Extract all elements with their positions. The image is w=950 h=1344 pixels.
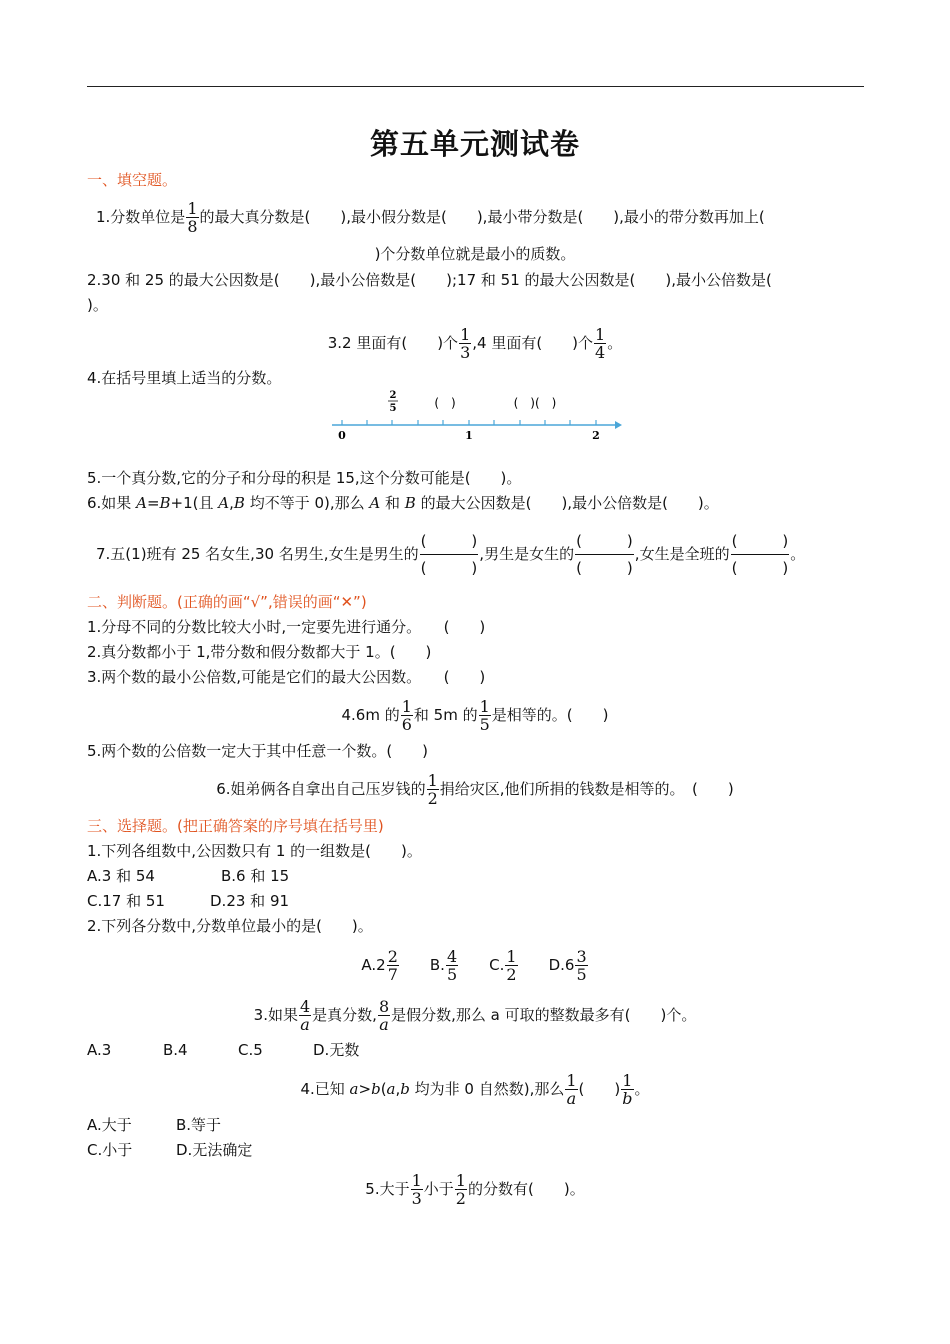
choice-q2: 2.下列各分数中,分数单位最小的是( )。 xyxy=(87,917,373,935)
fill-q3: 3.2 里面有( )个 $\frac{1}{3}$ ,4 里面有( )个 $\frac{1}{4}$ 。 xyxy=(327,325,623,362)
section-judge-heading: 二、判断题。(正确的画“√”,错误的画“✕”) xyxy=(87,593,367,611)
judge-q4: 4.6m 的 $\frac{1}{6}$ 和 5m 的 $\frac{1}{5}$ 是相等的。( ) xyxy=(341,697,609,734)
fill-q5: 5.一个真分数,它的分子和分母的积是 15,这个分数可能是( )。 xyxy=(87,469,522,487)
choice-q1: 1.下列各组数中,公因数只有 1 的一组数是( )。 xyxy=(87,842,422,860)
choice-q1-a: A.3 和 54 xyxy=(87,867,155,885)
numline-frac-den: 5 xyxy=(389,403,397,414)
numline-frac-num: 2 xyxy=(389,390,397,401)
fill-q2-line1: 2.30 和 25 的最大公因数是( ),最小公倍数是( );17 和 51 的最大公因数是( ),最小公倍数是( xyxy=(87,271,772,289)
fill-q7: 7.五(1)班有 25 名女生,30 名男生,女生是男生的 $\frac{( )}{( )}$ ,男生是女生的 $\frac{( )}{( )}$ ,女生是全班的 $\frac{( )}{( )}$ 。 xyxy=(96,528,805,581)
section-fill-heading: 一、填空题。 xyxy=(87,171,178,189)
choice-q5: 5.大于 $\frac{1}{3}$ 小于 $\frac{1}{2}$ 的分数有( )。 xyxy=(365,1171,585,1208)
fill-q4: 4.在括号里填上适当的分数。 xyxy=(87,369,282,387)
fill-q1-line2: )个分数单位就是最小的质数。 xyxy=(374,245,576,263)
fill-q2-line2: )。 xyxy=(87,296,108,314)
choice-q1-d: D.23 和 91 xyxy=(210,892,290,910)
tick-label: 0 xyxy=(338,429,346,442)
choice-q3-a: A.3 xyxy=(87,1041,112,1059)
choice-q4-a: A.大于 xyxy=(87,1116,132,1134)
judge-q5: 5.两个数的公倍数一定大于其中任意一个数。( ) xyxy=(87,742,429,760)
choice-q4-c: C.小于 xyxy=(87,1141,133,1159)
fraction: $\frac{1}{8}$ xyxy=(187,199,198,236)
judge-q1: 1.分母不同的分数比较大小时,一定要先进行通分。 ( ) xyxy=(87,618,486,636)
fill-q1-line1: 1.分数单位是 $\frac{1}{8}$ 的最大真分数是( ),最小假分数是( ),最小带分数是( ),最小的带分数再加上( xyxy=(96,199,765,236)
top-rule xyxy=(87,86,864,87)
choice-q4: 4.已知 a>b(a,b 均为非 0 自然数),那么 $\frac{1}{a}$ ( ) $\frac{1}{b}$ 。 xyxy=(300,1071,650,1108)
answer-fraction-blank: $\frac{( )}{( )}$ xyxy=(731,528,790,581)
choice-q2-options: A.2 $\frac{2}{7}$ B. $\frac{4}{5}$ C. $\frac{1}{2}$ D.6 $\frac{3}{5}$ xyxy=(361,947,587,984)
choice-q3-c: C.5 xyxy=(238,1041,263,1059)
fill-q6: 6.如果 A=B+1(且 A,B 均不等于 0),那么 A 和 B 的最大公因数是( ),最小公倍数是( )。 xyxy=(87,494,719,512)
judge-q2: 2.真分数都小于 1,带分数和假分数都大于 1。( ) xyxy=(87,643,432,661)
tick-label: 1 xyxy=(465,429,473,442)
choice-q3-b: B.4 xyxy=(163,1041,188,1059)
choice-q3-d: D.无数 xyxy=(313,1041,360,1059)
choice-q4-d: D.无法确定 xyxy=(176,1141,253,1159)
page-title: 第五单元测试卷 xyxy=(369,127,580,161)
numline-blank: ( ) xyxy=(434,396,456,410)
choice-q1-c: C.17 和 51 xyxy=(87,892,165,910)
choice-q4-b: B.等于 xyxy=(176,1116,222,1134)
number-line xyxy=(330,388,630,448)
choice-q3: 3.如果 $\frac{4}{a}$ 是真分数, $\frac{8}{a}$ 是假分数,那么 a 可取的整数最多有( )个。 xyxy=(253,997,697,1034)
choice-q1-b: B.6 和 15 xyxy=(221,867,290,885)
judge-q6: 6.姐弟俩各自拿出自己压岁钱的 $\frac{1}{2}$ 捐给灾区,他们所捐的钱数是相等的。 ( ) xyxy=(216,771,734,808)
section-choice-heading: 三、选择题。(把正确答案的序号填在括号里) xyxy=(87,817,384,835)
answer-fraction-blank: $\frac{( )}{( )}$ xyxy=(575,528,634,581)
numline-blank: ( )( ) xyxy=(513,396,557,410)
answer-fraction-blank: $\frac{( )}{( )}$ xyxy=(420,528,479,581)
tick-label: 2 xyxy=(592,429,600,442)
judge-q3: 3.两个数的最小公倍数,可能是它们的最大公因数。 ( ) xyxy=(87,668,486,686)
